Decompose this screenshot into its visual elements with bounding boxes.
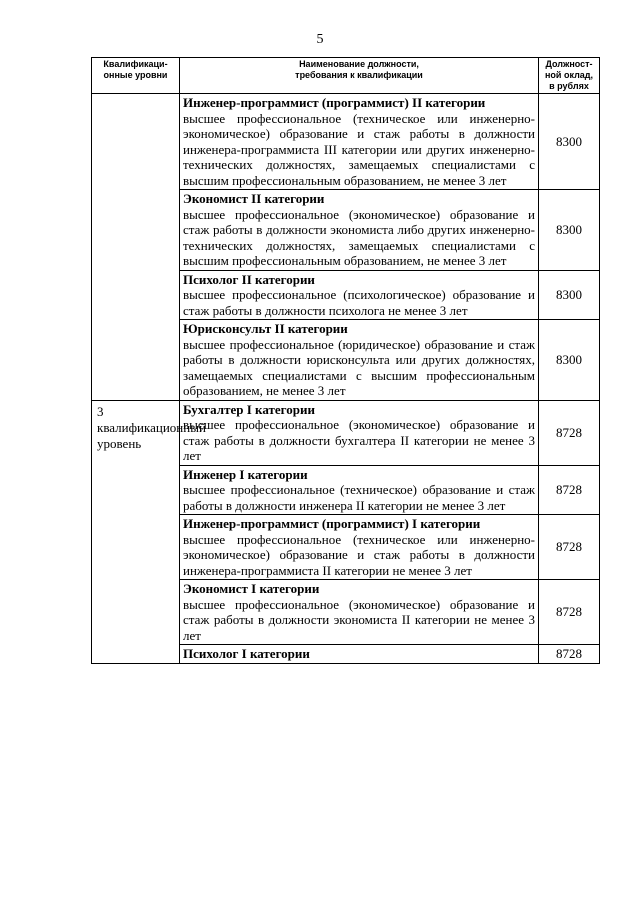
position-requirement: высшее профессиональное (экономическое) образование и стаж работы в должности бухгалтера II категории не менее 3 лет — [183, 417, 535, 463]
position-title: Экономист I категории — [183, 581, 320, 596]
position-cell — [180, 465, 539, 515]
position-cell — [180, 270, 539, 320]
table-row — [92, 94, 600, 190]
header-salary-text: Должност- ной оклад, в рублях — [544, 59, 593, 91]
position-title: Психолог II категории — [183, 271, 315, 287]
level-cell: 3 квалификационный уровень — [92, 400, 180, 664]
position-cell — [180, 320, 539, 401]
salary-cell: 8728 — [539, 580, 600, 645]
position-requirement: высшее профессиональное (психологическое) образование и стаж работы в должности психолога не менее 3 лет — [183, 287, 535, 318]
salary-cell: 8728 — [539, 645, 600, 664]
position-title: Инженер-программист (программист) I категории — [183, 516, 481, 531]
position-requirement: высшее профессиональное (экономическое) образование и стаж работы в должности экономиста либо других инженерно-технических должностях, замещаемых специалистами с высшим профессиональным образованием, не менее 3 лет — [183, 206, 535, 268]
salary-cell: 8300 — [539, 94, 600, 190]
header-levels — [92, 58, 180, 94]
position-cell — [180, 515, 539, 580]
header-levels-text: Квалификаци- онные уровни — [103, 59, 168, 80]
header-salary — [539, 58, 600, 94]
salary-cell: 8300 — [539, 190, 600, 271]
salary-cell: 8728 — [539, 465, 600, 515]
position-title: Бухгалтер I категории — [183, 401, 315, 417]
position-requirement: высшее профессиональное (техническое) образование и стаж работы в должности инженера II категории не менее 3 лет — [183, 482, 535, 513]
position-requirement: высшее профессиональное (юридическое) образование и стаж работы в должности юрисконсульта или других должностях, замещаемых специалистами с высшим профессиональным образованием, не менее 3 лет — [183, 336, 535, 398]
position-cell — [180, 400, 539, 465]
position-cell — [180, 94, 539, 190]
position-title: Инженер I категории — [183, 466, 308, 482]
salary-cell: 8300 — [539, 270, 600, 320]
position-cell — [180, 190, 539, 271]
level-cell-empty — [92, 94, 180, 401]
page-number: 5 — [316, 32, 324, 47]
header-position-text: Наименование должности, требования к квалификации — [295, 59, 423, 80]
position-title: Инженер-программист (программист) II категории — [183, 95, 486, 110]
position-title: Экономист II категории — [183, 191, 325, 206]
position-cell — [180, 645, 539, 664]
position-requirement: высшее профессиональное (техническое или инженерно-экономическое) образование и стаж работы в должности инженера-программиста III категории или других инженерно-технических должностях, замещаемых специалистами с высшим профессиональным образованием, не менее 3 лет — [183, 110, 535, 188]
header-position — [180, 58, 539, 94]
position-title: Психолог I категории — [183, 646, 310, 661]
salary-cell: 8728 — [539, 515, 600, 580]
position-title: Юрисконсульт II категории — [183, 321, 348, 336]
position-cell — [180, 580, 539, 645]
table-row — [92, 400, 600, 465]
salary-cell: 8728 — [539, 400, 600, 465]
position-requirement: высшее профессиональное (экономическое) образование и стаж работы в должности экономиста II категории не менее 3 лет — [183, 596, 535, 643]
qualification-table — [91, 57, 600, 664]
table-header-row — [92, 58, 600, 94]
salary-cell: 8300 — [539, 320, 600, 401]
position-requirement: высшее профессиональное (техническое или инженерно-экономическое) образование и стаж работы в должности инженера-программиста II категории не менее 3 лет — [183, 531, 535, 578]
